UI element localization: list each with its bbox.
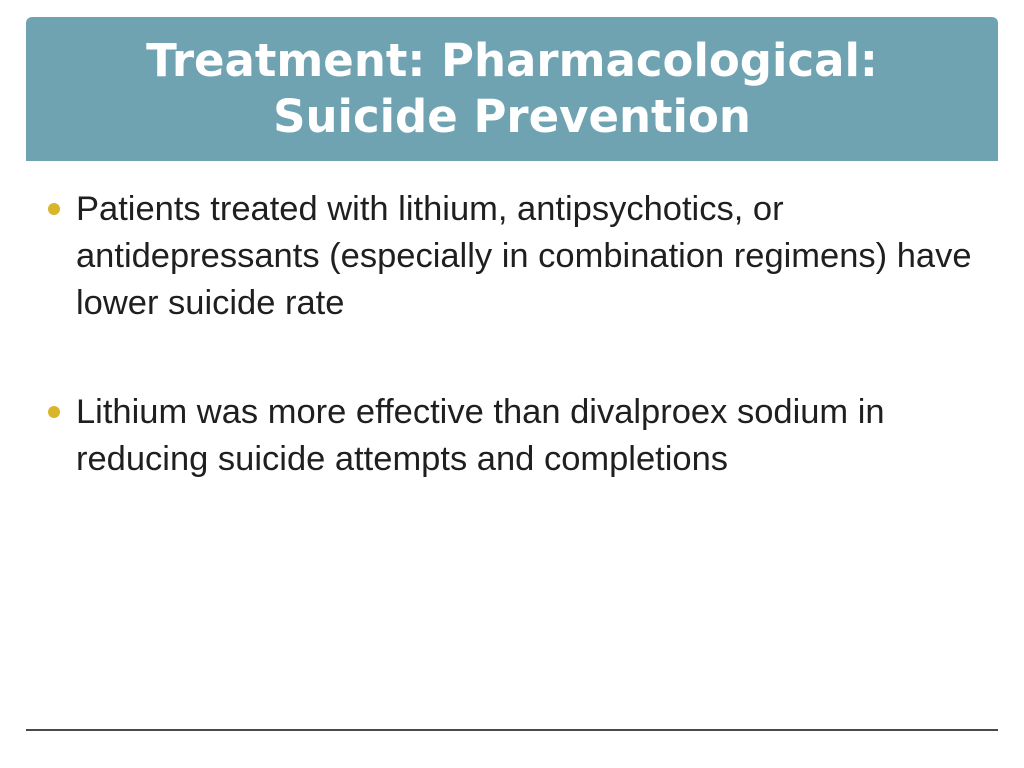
slide-title [62,33,962,145]
bullet-item [46,389,986,483]
bullet-item [46,186,986,327]
footer-divider [26,729,998,731]
title-line-1: Treatment: Pharmacological: [146,34,878,87]
bullet-list [46,186,986,545]
title-banner [26,17,998,161]
bullet-text: Lithium was more effective than divalproex sodium in reducing suicide attempts and completions [76,393,885,478]
bullet-dot-icon [48,406,60,418]
title-line-2: Suicide Prevention [273,90,751,143]
bullet-dot-icon [48,203,60,215]
bullet-text: Patients treated with lithium, antipsychotics, or antidepressants (especially in combination regimens) have lower suicide rate [76,190,972,322]
